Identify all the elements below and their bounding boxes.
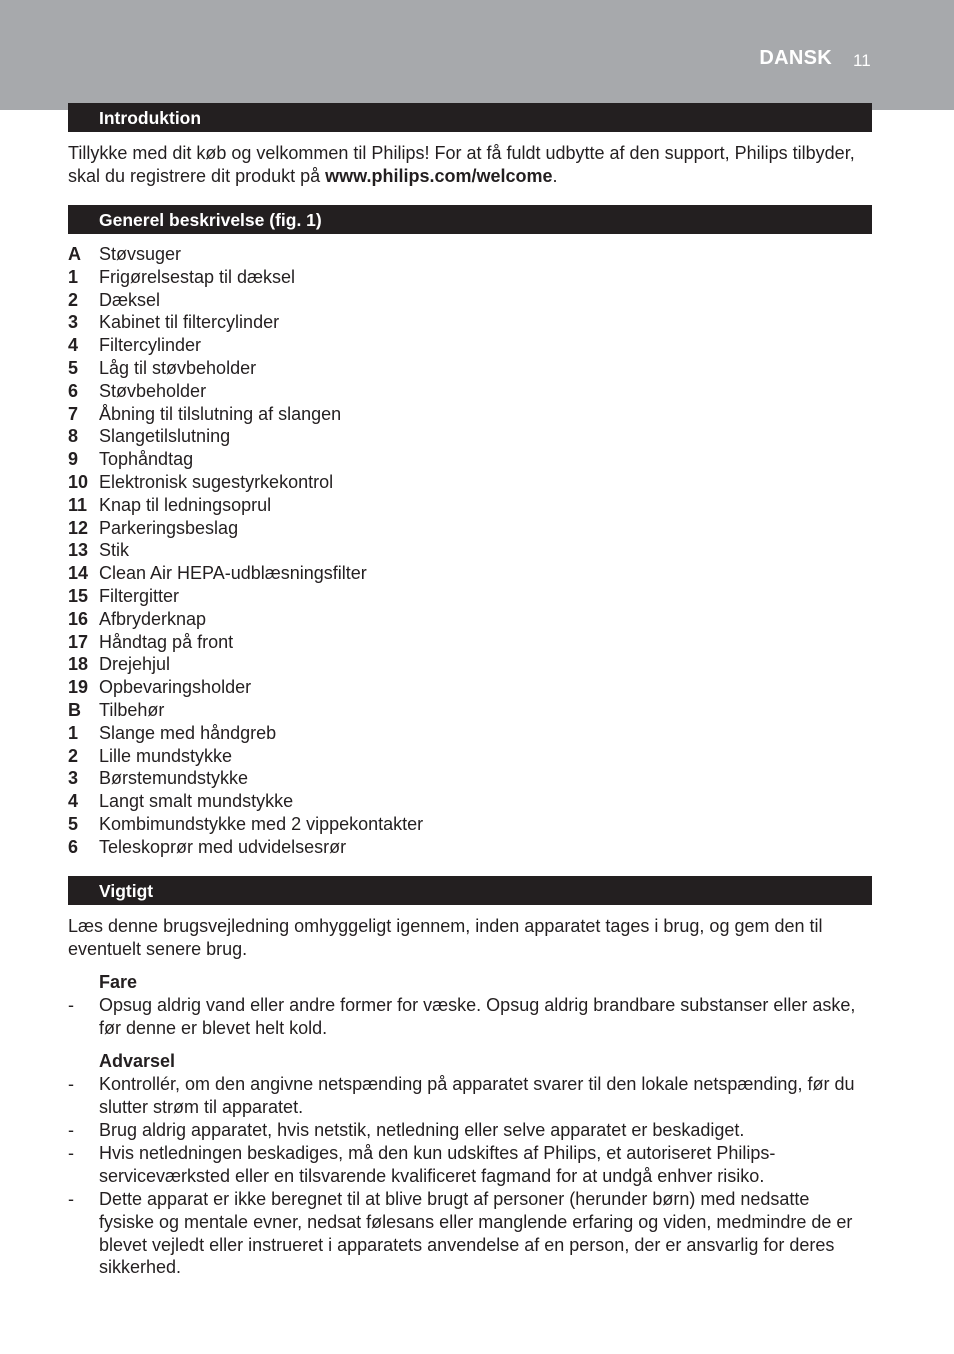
list-item bbox=[68, 494, 868, 517]
warning-item bbox=[68, 1073, 858, 1119]
danger-item-text: Opsug aldrig vand eller andre former for væske. Opsug aldrig brandbare substanser eller aske, før denne er blevet helt kold. bbox=[99, 995, 856, 1038]
list-item bbox=[68, 631, 868, 654]
warning-item bbox=[68, 1142, 838, 1188]
list-item-key: 6 bbox=[68, 380, 79, 401]
page-number: 11 bbox=[853, 51, 871, 70]
list-item-key: 6 bbox=[68, 836, 79, 857]
list-item-label: Teleskoprør med udvidelsesrør bbox=[99, 836, 347, 857]
list-item bbox=[68, 836, 868, 859]
list-item-label: Elektronisk sugestyrkekontrol bbox=[99, 471, 334, 492]
list-item-key: 4 bbox=[68, 335, 79, 356]
intro-text: Tillykke med dit køb og velkommen til Philips! For at få fuldt udbytte af den support, Philips tilbyder, skal du registrere dit produkt på bbox=[68, 143, 855, 186]
list-item-key: 2 bbox=[68, 745, 79, 766]
list-item bbox=[68, 767, 868, 790]
list-item-key: A bbox=[68, 244, 81, 264]
philips-link[interactable]: www.philips.com/welcome bbox=[325, 165, 553, 186]
list-item-key: 1 bbox=[68, 722, 79, 743]
warning-heading: Advarsel bbox=[99, 1051, 176, 1071]
bullet-dash: - bbox=[68, 1074, 74, 1094]
section-header-important bbox=[68, 876, 872, 905]
list-item-key: 9 bbox=[68, 449, 79, 470]
list-item bbox=[68, 357, 868, 380]
list-item-label: Kombimundstykke med 2 vippekontakter bbox=[99, 813, 424, 834]
list-item-label: Drejehjul bbox=[99, 654, 171, 675]
section-title-intro: Introduktion bbox=[99, 108, 202, 128]
language-label: DANSK bbox=[759, 47, 832, 69]
list-item-label: Dæksel bbox=[99, 289, 161, 310]
list-item-label: Slangetilslutning bbox=[99, 426, 231, 447]
list-item-label: Kabinet til filtercylinder bbox=[99, 312, 280, 333]
list-item bbox=[68, 448, 868, 471]
warning-item bbox=[68, 1119, 868, 1142]
list-item bbox=[68, 585, 868, 608]
list-item bbox=[68, 311, 868, 334]
bullet-dash: - bbox=[68, 1120, 74, 1140]
list-item-key: 13 bbox=[68, 540, 89, 561]
list-item-label: Børstemundstykke bbox=[99, 768, 249, 789]
list-item-label: Filtergitter bbox=[99, 585, 180, 606]
list-item bbox=[68, 676, 868, 699]
list-item bbox=[68, 403, 868, 426]
warning-item-text: Brug aldrig apparatet, hvis netstik, netledning eller selve apparatet er beskadiget. bbox=[99, 1120, 745, 1140]
list-item-label: Knap til ledningsoprul bbox=[99, 494, 272, 515]
intro-end: . bbox=[552, 165, 558, 186]
list-item-label: Tophåndtag bbox=[99, 449, 194, 470]
list-item-label: Låg til støvbeholder bbox=[99, 357, 257, 378]
list-item-label: Tilbehør bbox=[99, 699, 165, 720]
list-item bbox=[68, 539, 868, 562]
list-item-label: Filtercylinder bbox=[99, 335, 202, 356]
list-item-key: B bbox=[68, 699, 81, 720]
list-item-label: Stik bbox=[99, 540, 130, 561]
list-item-label: Clean Air HEPA-udblæsningsfilter bbox=[99, 563, 367, 584]
list-item-label: Åbning til tilslutning af slangen bbox=[99, 403, 342, 424]
list-item bbox=[68, 425, 868, 448]
list-item-label: Opbevaringsholder bbox=[99, 677, 252, 698]
bullet-dash: - bbox=[68, 1189, 74, 1209]
danger-item bbox=[68, 994, 858, 1040]
section-title-important: Vigtigt bbox=[99, 881, 154, 901]
list-item-label: Lille mundstykke bbox=[99, 745, 233, 766]
list-item-key: 15 bbox=[68, 585, 89, 606]
list-item bbox=[68, 608, 868, 631]
list-item bbox=[68, 380, 868, 403]
list-item-key: 14 bbox=[68, 563, 89, 584]
section-title-general: Generel beskrivelse (fig. 1) bbox=[99, 210, 322, 230]
list-item bbox=[68, 517, 868, 540]
list-item bbox=[68, 699, 868, 722]
section-header-intro bbox=[68, 103, 872, 132]
list-item bbox=[68, 266, 868, 289]
list-item-label: Afbryderknap bbox=[99, 608, 207, 629]
list-item bbox=[68, 334, 868, 357]
list-item-key: 3 bbox=[68, 768, 79, 789]
warning-item-text: Hvis netledningen beskadiges, må den kun udskiftes af Philips, et autoriseret Philips-serviceværksted eller en tilsvarende kvalificeret fagmand for at undgå enhver risiko. bbox=[99, 1143, 776, 1186]
list-item-label: Slange med håndgreb bbox=[99, 722, 277, 743]
list-item bbox=[68, 722, 868, 745]
list-item-key: 8 bbox=[68, 426, 79, 447]
list-item-key: 1 bbox=[68, 266, 79, 287]
list-item-key: 19 bbox=[68, 677, 89, 698]
list-item bbox=[68, 653, 868, 676]
list-item-key: 2 bbox=[68, 289, 79, 310]
list-item-label: Langt smalt mundstykke bbox=[99, 791, 294, 812]
intro-paragraph bbox=[68, 142, 878, 188]
parts-list bbox=[68, 243, 868, 859]
list-item-key: 18 bbox=[68, 654, 89, 675]
bullet-dash: - bbox=[68, 995, 74, 1015]
list-item bbox=[68, 243, 868, 266]
list-item-key: 4 bbox=[68, 791, 79, 812]
list-item-label: Håndtag på front bbox=[99, 631, 234, 652]
list-item bbox=[68, 289, 868, 312]
danger-heading: Fare bbox=[99, 972, 138, 992]
list-item-key: 16 bbox=[68, 608, 89, 629]
list-item-key: 12 bbox=[68, 517, 89, 538]
list-item-key: 5 bbox=[68, 813, 79, 834]
list-item bbox=[68, 562, 868, 585]
warning-item-text: Dette apparat er ikke beregnet til at blive brugt af personer (herunder børn) med nedsatte fysiske og mentale evner, nedsat følesans eller manglende erfaring og viden, medmindre de er blevet vejledt eller instrueret i apparatets anvendelse af en person, der er ansvarlig for deres sikkerhed. bbox=[99, 1189, 853, 1278]
list-item bbox=[68, 790, 868, 813]
list-item bbox=[68, 745, 868, 768]
list-item-label: Parkeringsbeslag bbox=[99, 517, 239, 538]
important-paragraph: Læs denne brugsvejledning omhyggeligt igennem, inden apparatet tages i brug, og gem den til eventuelt senere brug. bbox=[68, 916, 823, 959]
list-item-key: 10 bbox=[68, 471, 89, 492]
section-header-general bbox=[68, 205, 872, 234]
list-item-key: 7 bbox=[68, 403, 79, 424]
list-item bbox=[68, 813, 868, 836]
list-item-label: Frigørelsestap til dæksel bbox=[99, 266, 296, 287]
warning-item-text: Kontrollér, om den angivne netspænding på apparatet svarer til den lokale netspænding, før du slutter strøm til apparatet. bbox=[99, 1074, 855, 1117]
list-item-key: 5 bbox=[68, 357, 79, 378]
list-item bbox=[68, 471, 868, 494]
list-item-key: 3 bbox=[68, 312, 79, 333]
list-item-key: 17 bbox=[68, 631, 89, 652]
warning-item bbox=[68, 1188, 868, 1279]
list-item-label: Støvbeholder bbox=[99, 380, 207, 401]
list-item-label: Støvsuger bbox=[99, 244, 182, 264]
list-item-key: 11 bbox=[68, 494, 88, 515]
bullet-dash: - bbox=[68, 1143, 74, 1163]
